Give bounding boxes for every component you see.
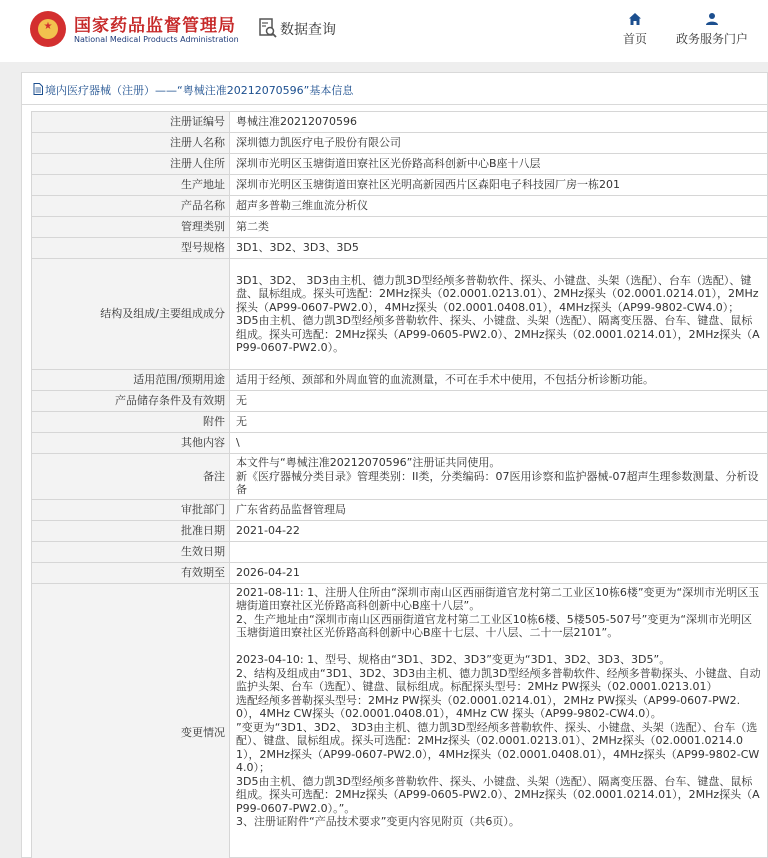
field-value: 超声多普勒三维血流分析仪 — [230, 196, 768, 217]
document-icon — [33, 83, 43, 95]
field-value: 无 — [230, 412, 768, 433]
field-label: 其他内容 — [32, 433, 230, 454]
field-label: 审批部门 — [32, 499, 230, 520]
field-value: 3D1、3D2、3D3、3D5 — [230, 238, 768, 259]
field-value: 深圳市光明区玉塘街道田寮社区光明高新园西片区森阳电子科技园厂房一栋201 — [230, 175, 768, 196]
field-label: 管理类别 — [32, 217, 230, 238]
field-label: 附件 — [32, 412, 230, 433]
detail-panel — [21, 72, 768, 858]
nav-home-label: 首页 — [622, 32, 647, 46]
field-value: \ — [230, 433, 768, 454]
field-value: 广东省药品监督管理局 — [230, 499, 768, 520]
field-label: 适用范围/预期用途 — [32, 370, 230, 391]
field-label: 注册人住所 — [32, 154, 230, 175]
table-row — [32, 259, 768, 370]
table-row — [32, 499, 768, 520]
field-value: 2026-04-21 — [230, 562, 768, 583]
field-label: 注册证编号 — [32, 112, 230, 133]
field-label: 结构及组成/主要组成成分 — [32, 259, 230, 370]
table-row — [32, 238, 768, 259]
user-icon — [705, 12, 719, 26]
field-label: 生效日期 — [32, 541, 230, 562]
nav-home[interactable] — [615, 12, 655, 47]
data-query-link[interactable]: 数据查询 — [280, 22, 336, 38]
field-value: 粤械注准20212070596 — [230, 112, 768, 133]
emblem-logo: ★ — [30, 11, 66, 47]
field-value: 本文件与“粤械注准20212070596”注册证共同使用。 新《医疗器械分类目录》管理类别：II类，分类编码：07医用诊察和监护器械-07超声生理参数测量、分析设备 — [230, 454, 768, 500]
field-label: 型号规格 — [32, 238, 230, 259]
field-value — [230, 541, 768, 562]
table-row — [32, 520, 768, 541]
table-row — [32, 217, 768, 238]
brand-name-en[interactable]: National Medical Products Administration — [74, 35, 239, 44]
field-label: 变更情况 — [32, 583, 230, 858]
field-value: 无 — [230, 391, 768, 412]
table-row — [32, 541, 768, 562]
field-value: 2021-04-22 — [230, 520, 768, 541]
data-query-icon[interactable] — [259, 18, 277, 38]
brand-name-cn[interactable]: 国家药品监督管理局 — [74, 16, 236, 36]
field-label: 产品名称 — [32, 196, 230, 217]
table-row — [32, 391, 768, 412]
table-row — [32, 562, 768, 583]
table-row — [32, 154, 768, 175]
table-row — [32, 454, 768, 500]
table-row — [32, 583, 768, 858]
nav-service-portal[interactable] — [672, 12, 752, 47]
table-row — [32, 433, 768, 454]
table-row — [32, 412, 768, 433]
field-label: 注册人名称 — [32, 133, 230, 154]
field-value: 第二类 — [230, 217, 768, 238]
table-row — [32, 175, 768, 196]
field-value: 3D1、3D2、 3D3由主机、德力凯3D型经颅多普勒软件、探头、小键盘、头架（选配）、台车（选配）、键盘、鼠标组成。探头可选配：2MHz探头（02.0001.0213.01）、2MHz探头（02.0001.0214.01），2MHz探头（AP99-0607-PW2.0），4MHz探头（02.0001.0408.01），4MHz探头（AP99-9802-CW4.0）； 3D5由主机、德力凯3D型经颅多普勒软件、探头、小键盘、头架（选配）、隔离变压器、台车、键盘、鼠标组成。探头可选配：2MHz探头（AP99-0605-PW2.0）、2MHz探头（02.0001.0214.01），2MHz探头（AP99-0607-PW2.0）。 — [230, 259, 768, 370]
site-header — [0, 0, 768, 60]
nav-portal-label: 政务服务门户 — [675, 32, 748, 46]
home-icon — [628, 12, 642, 26]
field-label: 批准日期 — [32, 520, 230, 541]
table-row — [32, 112, 768, 133]
table-row — [32, 370, 768, 391]
info-table — [31, 111, 768, 858]
panel-title: 境内医疗器械（注册）——“粤械注准20212070596”基本信息 — [45, 84, 354, 97]
field-label: 有效期至 — [32, 562, 230, 583]
field-value: 深圳德力凯医疗电子股份有限公司 — [230, 133, 768, 154]
field-label: 备注 — [32, 454, 230, 500]
field-value: 适用于经颅、颈部和外周血管的血流测量，不可在手术中使用，不包括分析诊断功能。 — [230, 370, 768, 391]
field-value: 深圳市光明区玉塘街道田寮社区光侨路高科创新中心B座十八层 — [230, 154, 768, 175]
field-label: 生产地址 — [32, 175, 230, 196]
panel-header — [22, 73, 768, 105]
table-row — [32, 133, 768, 154]
field-label: 产品储存条件及有效期 — [32, 391, 230, 412]
table-row — [32, 196, 768, 217]
field-value: 2021-08-11: 1、注册人住所由“深圳市南山区西丽街道官龙村第二工业区10栋6楼”变更为“深圳市光明区玉塘街道田寮社区光侨路高科创新中心B座十八层”。 2、生产地址由“深圳市南山区西丽街道官龙村第二工业区10栋6楼、5楼505-507号”变更为“深圳市光明区玉塘街道田寮社区光侨路高科创新中心B座十七层、十八层、二十一层2101”。 2023-04-10: 1、型号、规格由“3D1、3D2、3D3”变更为“3D1、3D2、3D3、3D5”。 2、结构及组成由“3D1、3D2、3D3由主机、德力凯3D型经颅多普勒软件、经颅多普勒探头、小键盘、自动监护头架、台车（选配）、键盘、鼠标组成。标配探头型号：2MHz PW探头（02.0001.0213.01） 选配经颅多普勒探头型号：2MHz PW探头（02.0001.0214.01），2MHz PW探头（AP99-0607-PW2.0），4MHz CW探头（02.0001.0408.01），4MHz CW 探头（AP99-9802-CW4.0）。 ”变更为“3D1、3D2、 3D3由主机、德力凯3D型经颅多普勒软件、探头、小键盘、头架（选配）、台车（选配）、键盘、鼠标组成。探头可选配：2MHz探头（02.0001.0213.01）、2MHz探头（02.0001.0214.01），2MHz探头（AP99-0607-PW2.0），4MHz探头（02.0001.0408.01），4MHz探头（AP99-9802-CW4.0）； 3D5由主机、德力凯3D型经颅多普勒软件、探头、小键盘、头架（选配）、隔离变压器、台车、键盘、鼠标组成。探头可选配：2MHz探头（AP99-0605-PW2.0）、2MHz探头（02.0001.0214.01），2MHz探头（AP99-0607-PW2.0）。”。 3、注册证附件“产品技术要求”变更内容见附页（共6页）。 — [230, 583, 768, 858]
